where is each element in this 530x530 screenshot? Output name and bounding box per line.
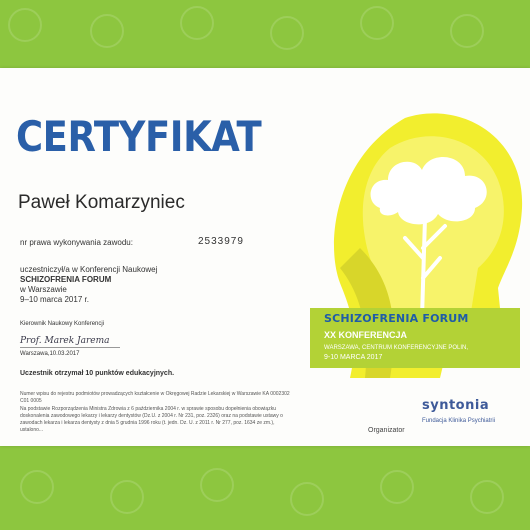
event-dates: 9-10 MARCA 2017 xyxy=(324,354,383,361)
license-number: 2533979 xyxy=(198,236,244,247)
head-label: Kierownik Naukowy Konferencji xyxy=(20,321,105,327)
license-label: nr prawa wykonywania zawodu: xyxy=(20,238,133,247)
participation-line: uczestniczył/a w Konferencji Naukowej xyxy=(20,265,158,274)
logo-subtext: Fundacja Klinika Psychiatrii xyxy=(422,418,496,424)
conference-name: SCHIZOFRENIA FORUM xyxy=(20,275,112,284)
signature-line xyxy=(20,347,120,348)
participant-name: Paweł Komarzyniec xyxy=(18,192,185,213)
event-title: SCHIZOFRENIA FORUM xyxy=(324,312,469,325)
event-venue: WARSZAWA, CENTRUM KONFERENCYJNE POLIN, xyxy=(324,345,469,351)
syntonia-logo xyxy=(422,398,496,424)
fine-print-registry: Numer wpisu do rejestru podmiotów prowadzących kształcenie w Okręgowej Radzie Lekarskiej w Warszawie KA 0002302 C01 0005 xyxy=(20,391,290,404)
city-line: w Warszawie xyxy=(20,285,67,294)
issue-place-date: Warszawa,10.03.2017 xyxy=(20,351,80,357)
date-line: 9–10 marca 2017 r. xyxy=(20,295,89,304)
certificate-title: CERTYFIKAT xyxy=(16,112,262,161)
points-text: Uczestnik otrzymał 10 punktów edukacyjnych. xyxy=(20,370,175,377)
certificate xyxy=(0,68,530,446)
event-subtitle: XX KONFERENCJA xyxy=(324,330,408,340)
signature: Prof. Marek Jarema xyxy=(20,336,110,346)
organizer-label: Organizator xyxy=(368,427,405,434)
fine-print-legal: Na podstawie Rozporządzenia Ministra Zdrowia z 6 października 2004 r. w sprawie sposobu dopełnienia obowiązku doskonalenia zawodowego lekarzy i lekarzy dentystów (Dz.U. z 2004 r. Nr 231, poz. 2326) oraz na podstawie ustawy o zawodach lekarza i lekarza dentysty z dnia 5 grudnia 1996 roku (t. jedn. Dz. U. z 2011 r. Nr 277, poz. 1634 ze zm.), ustalono... xyxy=(20,406,283,433)
logo-text: syntonia xyxy=(422,398,490,413)
